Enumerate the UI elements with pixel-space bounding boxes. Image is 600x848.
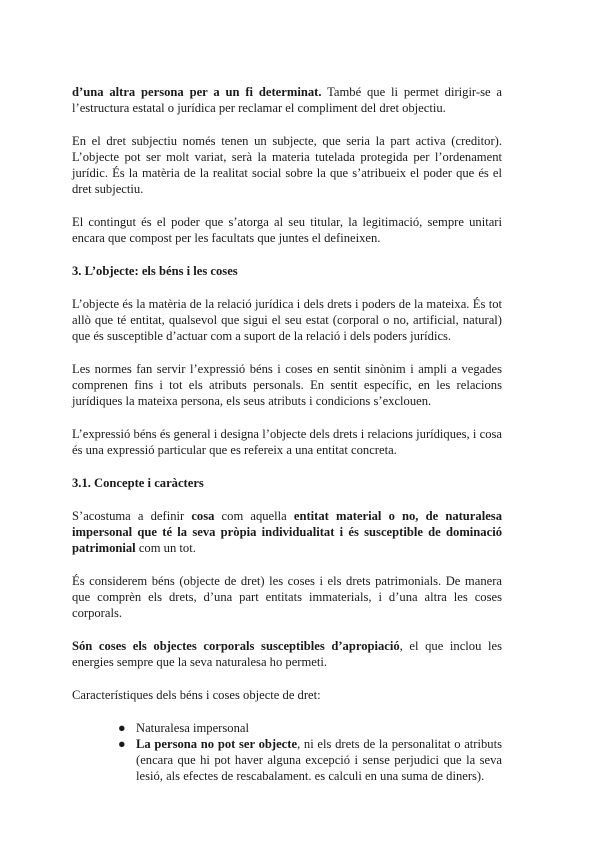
- list-item-text: , ni els drets de la personalitat o atributs (encara que hi pot haver alguna excepció i sense perjudici que la seva lesió, als efectes de rescabalament. es calculi en una suma de diners).: [136, 737, 502, 783]
- paragraph-1-text: També que li permet dirigir-se a l’estructura estatal o jurídica per reclamar el compliment del dret objectiu.: [72, 85, 502, 115]
- list-item: [118, 736, 502, 784]
- list-item-bold: La persona no pot ser objecte: [136, 737, 298, 751]
- list-item-text: Naturalesa impersonal: [136, 721, 249, 735]
- bullet-icon: ●: [118, 721, 126, 735]
- paragraph-10: Característiques dels béns i coses objecte de dret:: [72, 688, 321, 702]
- paragraph-4: L’objecte és la matèria de la relació jurídica i dels drets i poders de la mateixa. És tot allò que té entitat, qualsevol que sigui el seu estat (corporal o no, artificial, natural) que és susceptible d’actuar com a suport de la relació i dels poders jurídics.: [72, 297, 502, 343]
- bullet-icon: ●: [118, 737, 126, 751]
- heading-section-3-1: 3.1. Concepte i caràcters: [72, 476, 204, 490]
- list-item: [118, 720, 502, 736]
- paragraph-1: [72, 84, 502, 116]
- paragraph-9: [72, 638, 502, 670]
- paragraph-3: El contingut és el poder que s’atorga al seu titular, la legitimació, sempre unitari encara que compost per les facultats que juntes el defineixen.: [72, 215, 502, 245]
- paragraph-2: En el dret subjectiu només tenen un subjecte, que seria la part activa (creditor). L’objecte pot ser molt variat, serà la materia tutelada protegida per l’ordenament jurídic. És la matèria de la realitat social sobre la que s’atribueix el poder que és el dret subjectiu.: [72, 134, 502, 196]
- paragraph-7-bold-1: cosa: [191, 509, 215, 523]
- heading-section-3: 3. L’objecte: els béns i les coses: [72, 264, 238, 278]
- paragraph-1-bold: d’una altra persona per a un fi determinat.: [72, 85, 322, 99]
- paragraph-7-text-3: com un tot.: [135, 541, 196, 555]
- paragraph-9-text: , el que inclou les energies sempre que la seva naturalesa ho permeti.: [72, 639, 502, 669]
- paragraph-6: L’expressió béns és general i designa l’objecte dels drets i relacions jurídiques, i cosa és una expressió particular que es refereix a una entitat concreta.: [72, 427, 502, 457]
- paragraph-7-text-1: S’acostuma a definir: [72, 509, 192, 523]
- paragraph-5: Les normes fan servir l’expressió béns i coses en sentit sinònim i ampli a vegades comprenen fins i tot els atributs personals. En sentit específic, en les relacions jurídiques la mateixa persona, els seus atributs i condicions s’exclouen.: [72, 362, 502, 408]
- paragraph-8: És considerem béns (objecte de dret) les coses i els drets patrimonials. De manera que comprèn els drets, d’una part entitats immaterials, i d’una altra les coses corporals.: [72, 574, 502, 620]
- paragraph-7: [72, 508, 502, 556]
- characteristics-list: [72, 720, 502, 784]
- paragraph-9-bold: Són coses els objectes corporals susceptibles d’apropiació: [72, 639, 400, 653]
- paragraph-7-bold-2: entitat material o no, de naturalesa impersonal que té la seva pròpia individualitat i és susceptible de dominació patrimonial: [72, 509, 502, 555]
- paragraph-7-text-2: com aquella: [214, 509, 294, 523]
